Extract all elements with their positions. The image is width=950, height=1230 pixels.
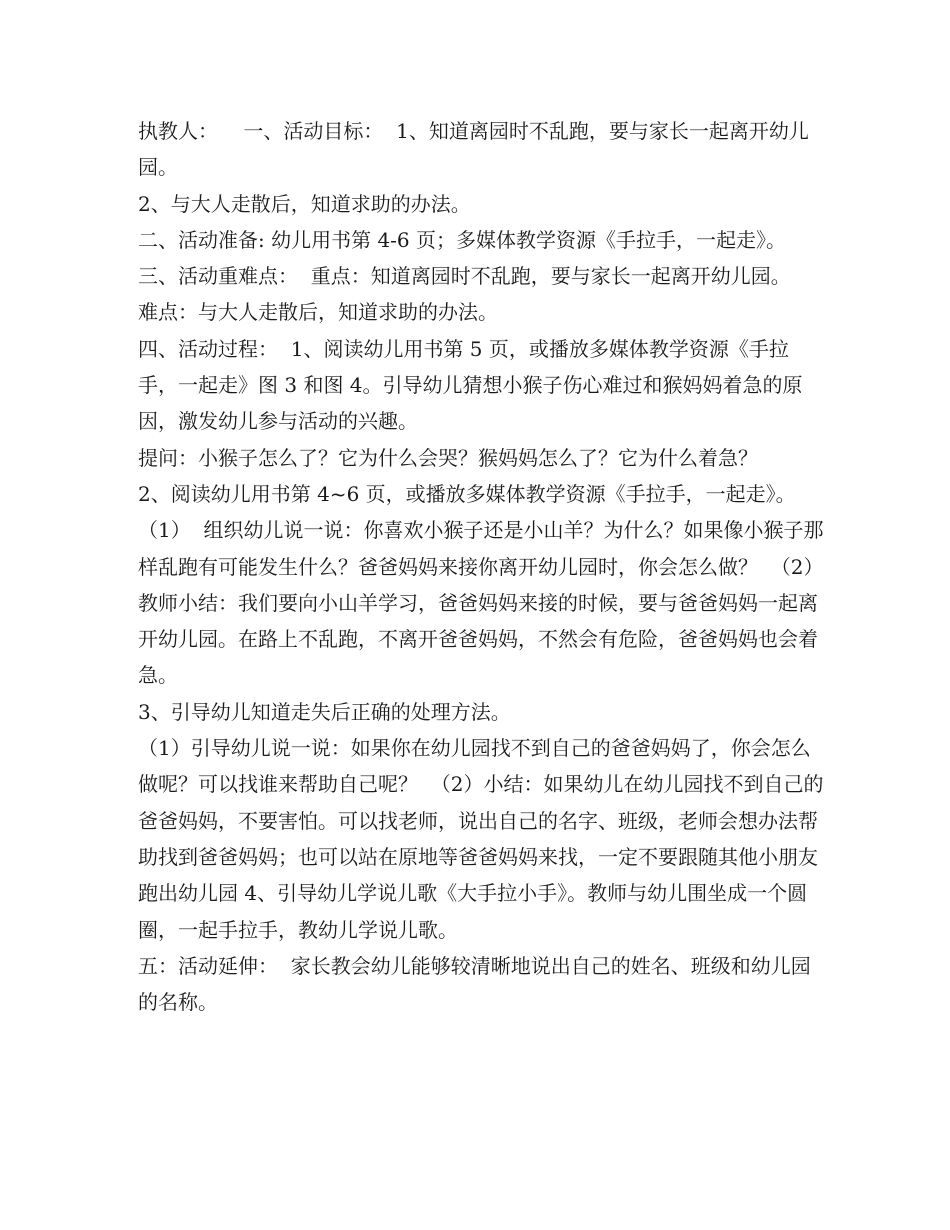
paragraph-activity-goals: 执教人： 一、活动目标： 1、知道离园时不乱跑，要与家长一起离开幼儿园。 bbox=[138, 119, 809, 180]
paragraph-preparation: 二、活动准备: 幼儿用书第 4-6 页；多媒体教学资源《手拉手，一起走》。 bbox=[138, 227, 787, 252]
document-body bbox=[138, 113, 837, 1020]
paragraph-goal-2: 2、与大人走散后，知道求助的办法。 bbox=[138, 191, 471, 216]
paragraph-key-points: 三、活动重难点： 重点：知道离园时不乱跑，要与家长一起离开幼儿园。 bbox=[138, 264, 791, 289]
paragraph-questions: 提问：小猴子怎么了？它为什么会哭？猴妈妈怎么了？它为什么着急？ bbox=[138, 445, 758, 470]
paragraph-discussion: （1） 组织幼儿说一说：你喜欢小猴子还是小山羊？为什么？如果像小猴子那样乱跑有可能发生什么？爸爸妈妈来接你离开幼儿园时，你会怎么做？ （2） 教师小结：我们要向小山羊学习，爸爸妈妈来接的时候，要与爸爸妈妈一起离开幼儿园。在路上不乱跑，不离开爸爸妈妈，不然会有危险，爸爸妈妈也会着急。 bbox=[138, 518, 837, 688]
paragraph-extension: 五：活动延伸： 家长教会幼儿能够较清晰地说出自己的姓名、班级和幼儿园的名称。 bbox=[138, 953, 811, 1015]
paragraph-process-step-1: 四、活动过程： 1、阅读幼儿用书第 5 页，或播放多媒体教学资源《手拉手，一起走》图 3 和图 4。引导幼儿猜想小猴子伤心难过和猴妈妈着急的原因，激发幼儿参与活动的兴趣。 bbox=[138, 336, 803, 434]
paragraph-lost-handling: （1）引导幼儿说一说：如果你在幼儿园找不到自己的爸爸妈妈了，你会怎么做呢？可以找谁来帮助自己呢？ （2）小结：如果幼儿在幼儿园找不到自己的爸爸妈妈，不要害怕。可以找老师，说出自己的名字、班级，老师会想办法帮助找到爸爸妈妈；也可以站在原地等爸爸妈妈来找，一定不要跟随其他小朋友跑出幼儿园 4、引导幼儿学说儿歌《大手拉小手》。教师与幼儿围坐成一个圆圈，一起手拉手，教幼儿学说儿歌。 bbox=[138, 736, 824, 942]
paragraph-difficulty: 难点：与大人走散后，知道求助的办法。 bbox=[138, 300, 498, 325]
paragraph-process-step-2: 2、阅读幼儿用书第 4~6 页，或播放多媒体教学资源《手拉手，一起走》。 bbox=[138, 481, 796, 506]
paragraph-process-step-3: 3、引导幼儿知道走失后正确的处理方法。 bbox=[138, 699, 511, 724]
